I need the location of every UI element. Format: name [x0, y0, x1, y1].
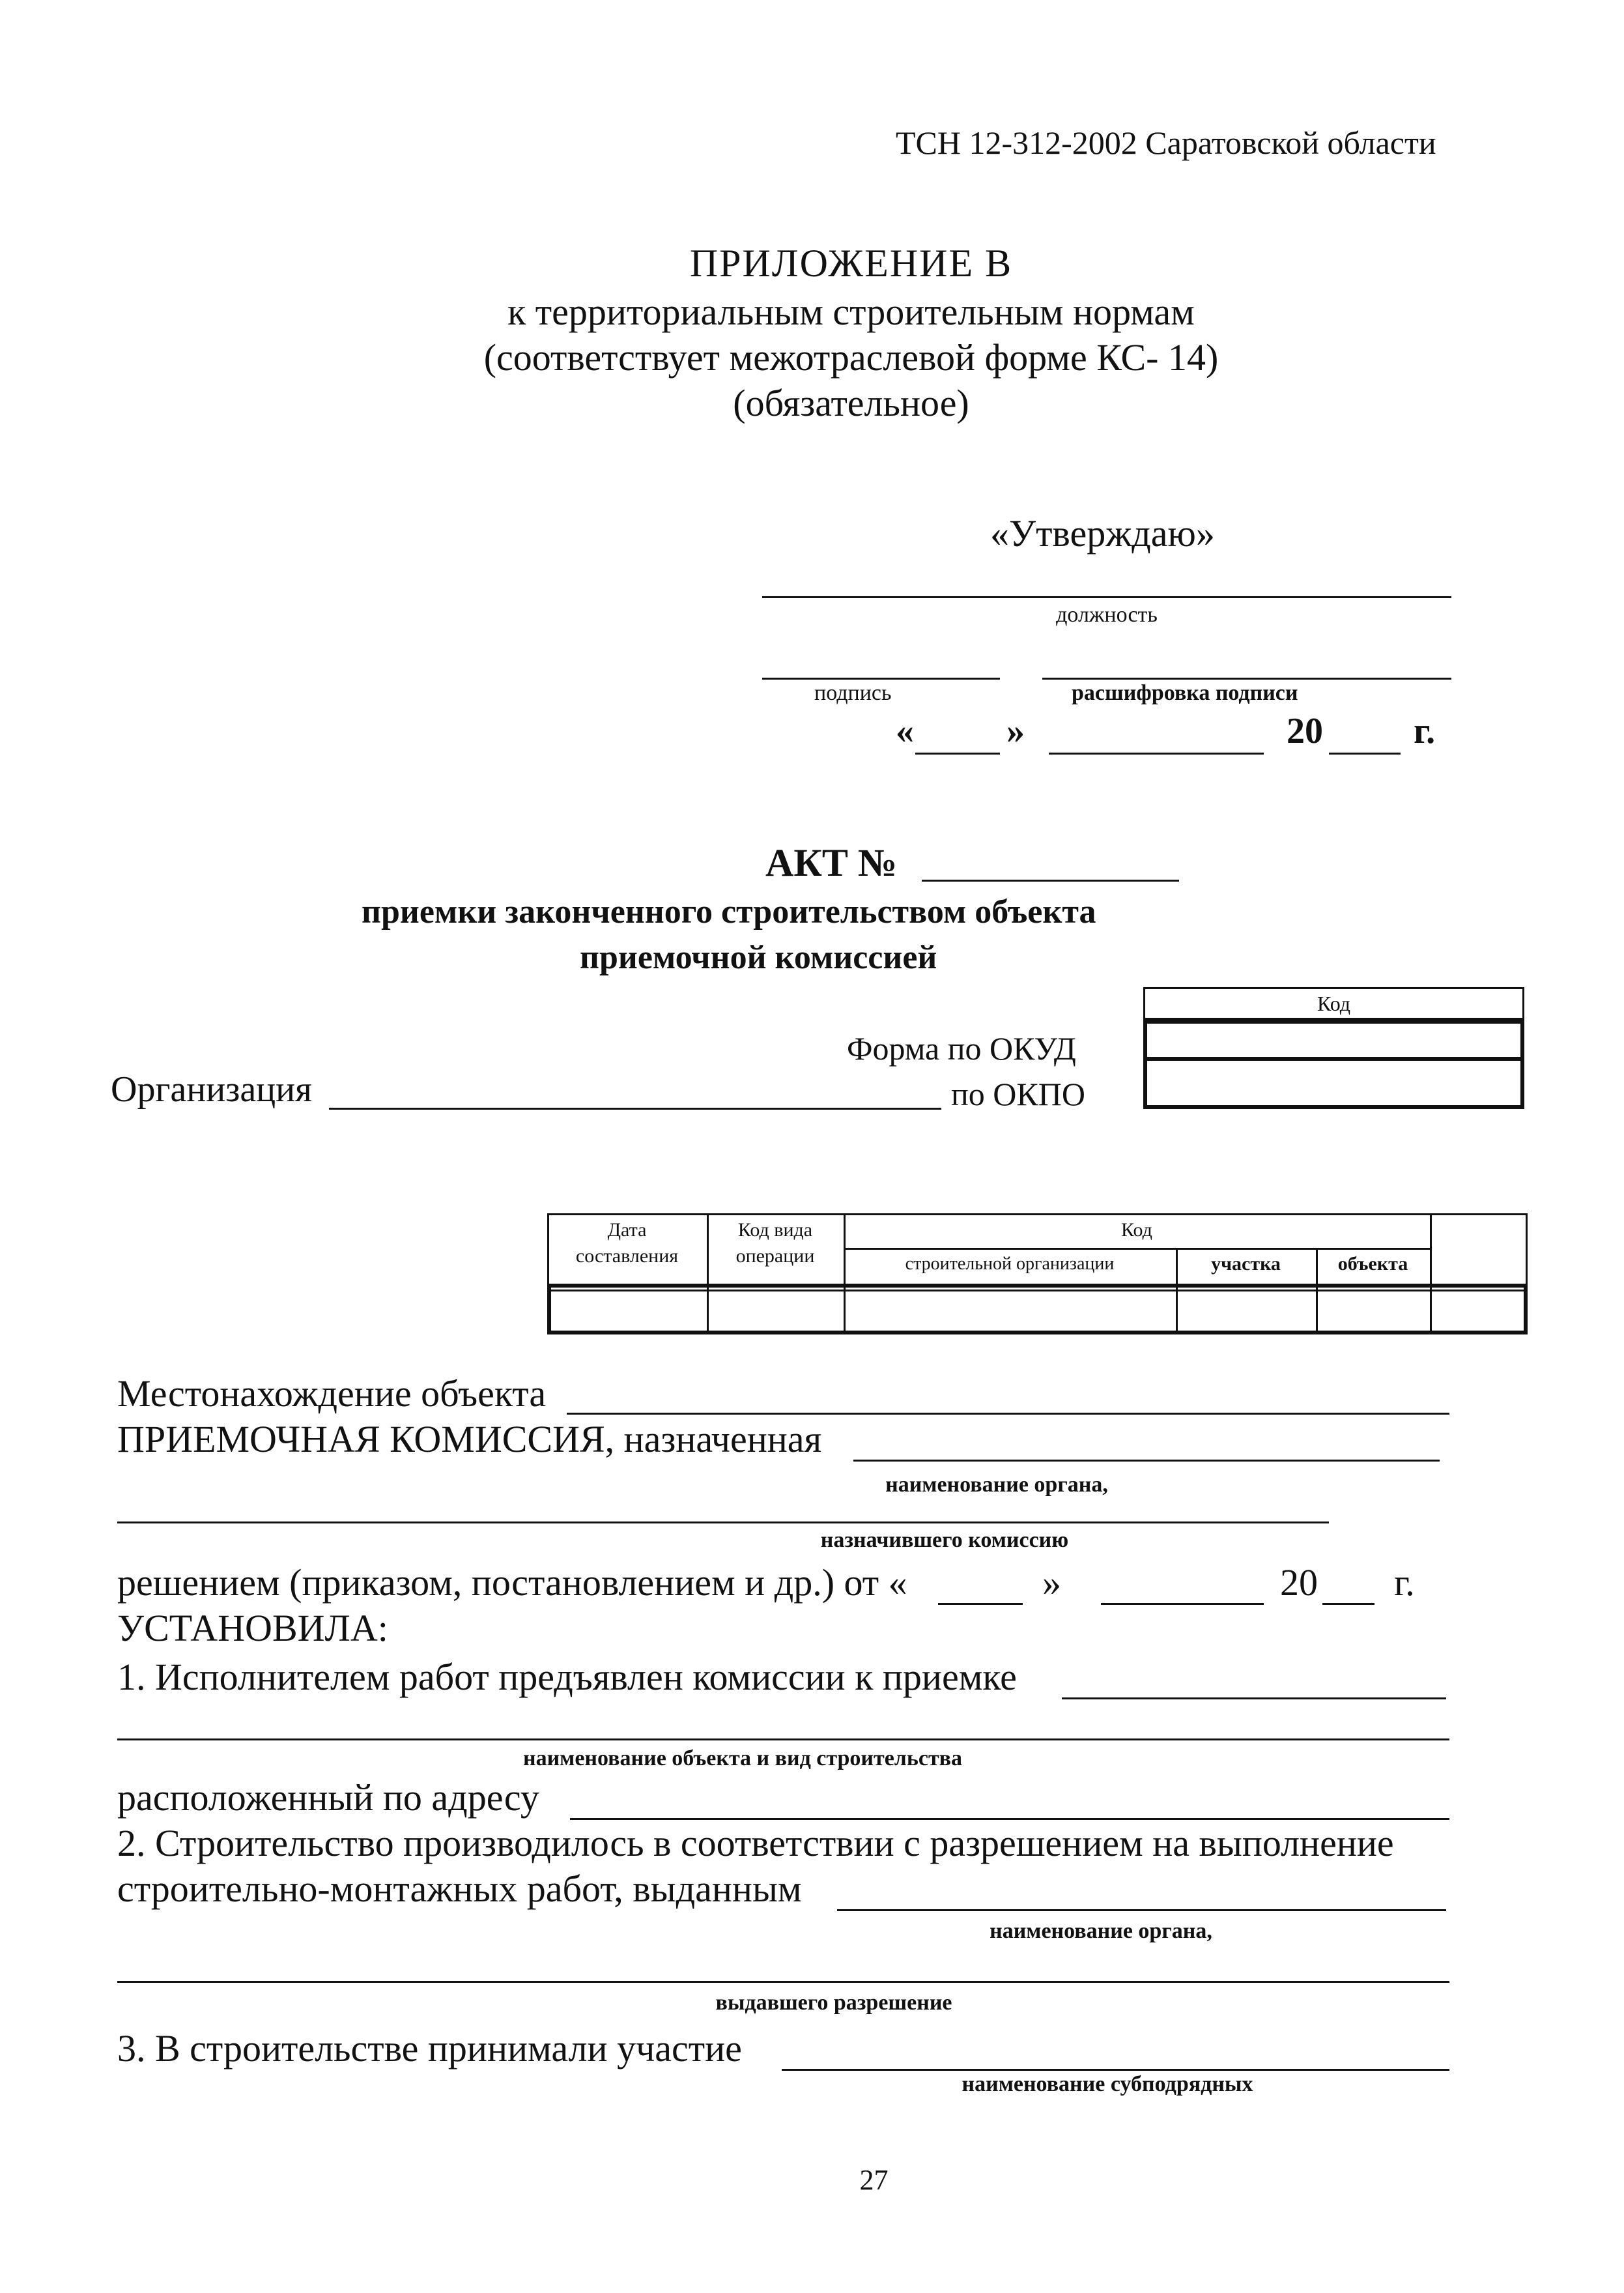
item-2-line-2[interactable] [117, 1981, 1449, 1983]
item-3-line[interactable] [782, 2069, 1449, 2071]
hint-org: наименование органа, [885, 1473, 1108, 1497]
act-number-line [922, 880, 1179, 882]
col-site: участка [1211, 1253, 1281, 1275]
hint-appointed: назначившего комиссию [820, 1528, 1069, 1552]
col-org: строительной организации [905, 1254, 1115, 1274]
page-number: 27 [859, 2164, 889, 2196]
item-1-label: 1. Исполнителем работ предъявлен комиссии к приемке [117, 1656, 1017, 1698]
established-label: УСТАНОВИЛА: [117, 1607, 388, 1649]
approval-date-open: « [896, 711, 914, 751]
document-code: ТСН 12-312-2002 Саратовской области [896, 124, 1436, 161]
item-1-line[interactable] [1062, 1697, 1446, 1699]
act-title: АКТ № [765, 841, 898, 884]
decision-year: 20 [1280, 1561, 1318, 1604]
details-table-value-row[interactable] [547, 1284, 1528, 1334]
col-code-header: Код [1121, 1219, 1152, 1241]
col-op-line-1: Код вида [737, 1219, 813, 1241]
okpo-code-field[interactable] [1143, 1057, 1524, 1109]
item-2-line[interactable] [837, 1909, 1446, 1911]
approve-stamp: «Утверждаю» [990, 512, 1215, 555]
hint-issued: выдавшего разрешение [715, 1991, 952, 2015]
item-2-line-2: строительно-монтажных работ, выданным [117, 1868, 802, 1910]
commission-line[interactable] [853, 1460, 1440, 1462]
address-line[interactable] [570, 1818, 1449, 1820]
appendix-line-3: (обязательное) [733, 382, 969, 424]
col-obj: объекта [1337, 1253, 1408, 1275]
col-date-line-2: составления [575, 1245, 679, 1267]
approval-year: 20 [1287, 711, 1323, 751]
appendix-line-2: (соответствует межотраслевой форме КС- 14) [483, 336, 1219, 379]
approval-day-line [915, 753, 1000, 755]
okud-label: Форма по ОКУД [847, 1030, 1076, 1067]
table-divider [1430, 1213, 1432, 1334]
decoding-label: расшифровка подписи [1072, 681, 1298, 705]
hint-object: наименование объекта и вид строительства [522, 1746, 963, 1770]
act-subtitle-1: приемки законченного строительством объекта [362, 893, 1096, 930]
item-1-line-2[interactable] [117, 1738, 1449, 1740]
approval-year-line [1329, 753, 1401, 755]
commission-line-2[interactable] [117, 1521, 1329, 1523]
table-subheader-line [844, 1248, 1430, 1250]
decision-month-line[interactable] [1101, 1603, 1264, 1605]
col-op-line-2: операции [735, 1245, 815, 1267]
position-line [762, 596, 1451, 598]
code-header-box [1143, 987, 1524, 1020]
hint-org-2: наименование органа, [990, 1919, 1212, 1943]
appendix-title: ПРИЛОЖЕНИЕ В [689, 242, 1013, 285]
location-line[interactable] [567, 1413, 1449, 1415]
act-subtitle-2: приемочной комиссией [580, 939, 937, 976]
position-label: должность [1056, 603, 1158, 627]
approval-date-close: » [1006, 711, 1025, 751]
hint-sub: наименование субподрядных [962, 2072, 1253, 2096]
location-label: Местонахождение объекта [117, 1372, 547, 1415]
organization-line[interactable] [329, 1108, 941, 1110]
approval-month-line [1049, 753, 1264, 755]
item-2-line-1: 2. Строительство производилось в соответствии с разрешением на выполнение [117, 1822, 1394, 1864]
okpo-label: по ОКПО [951, 1076, 1085, 1112]
decision-label: решением (приказом, постановлением и др.) от « [117, 1561, 907, 1604]
code-header-label: Код [1317, 992, 1351, 1015]
appendix-line-1: к территориальным строительным нормам [507, 291, 1195, 333]
signature-label: подпись [814, 681, 892, 705]
col-date-line-1: Дата [607, 1219, 647, 1241]
commission-label: ПРИЕМОЧНАЯ КОМИССИЯ, назначенная [117, 1418, 822, 1460]
decision-close: » [1042, 1561, 1061, 1604]
decision-g: г. [1394, 1561, 1415, 1604]
decoding-line [1042, 678, 1451, 680]
okud-code-field[interactable] [1143, 1020, 1524, 1061]
organization-label: Организация [111, 1069, 312, 1110]
item-3-label: 3. В строительстве принимали участие [117, 2027, 742, 2069]
address-label: расположенный по адресу [117, 1776, 539, 1819]
signature-line [762, 678, 1000, 680]
approval-year-suffix: г. [1414, 711, 1436, 751]
decision-day-line[interactable] [938, 1603, 1023, 1605]
decision-year-line[interactable] [1322, 1603, 1375, 1605]
